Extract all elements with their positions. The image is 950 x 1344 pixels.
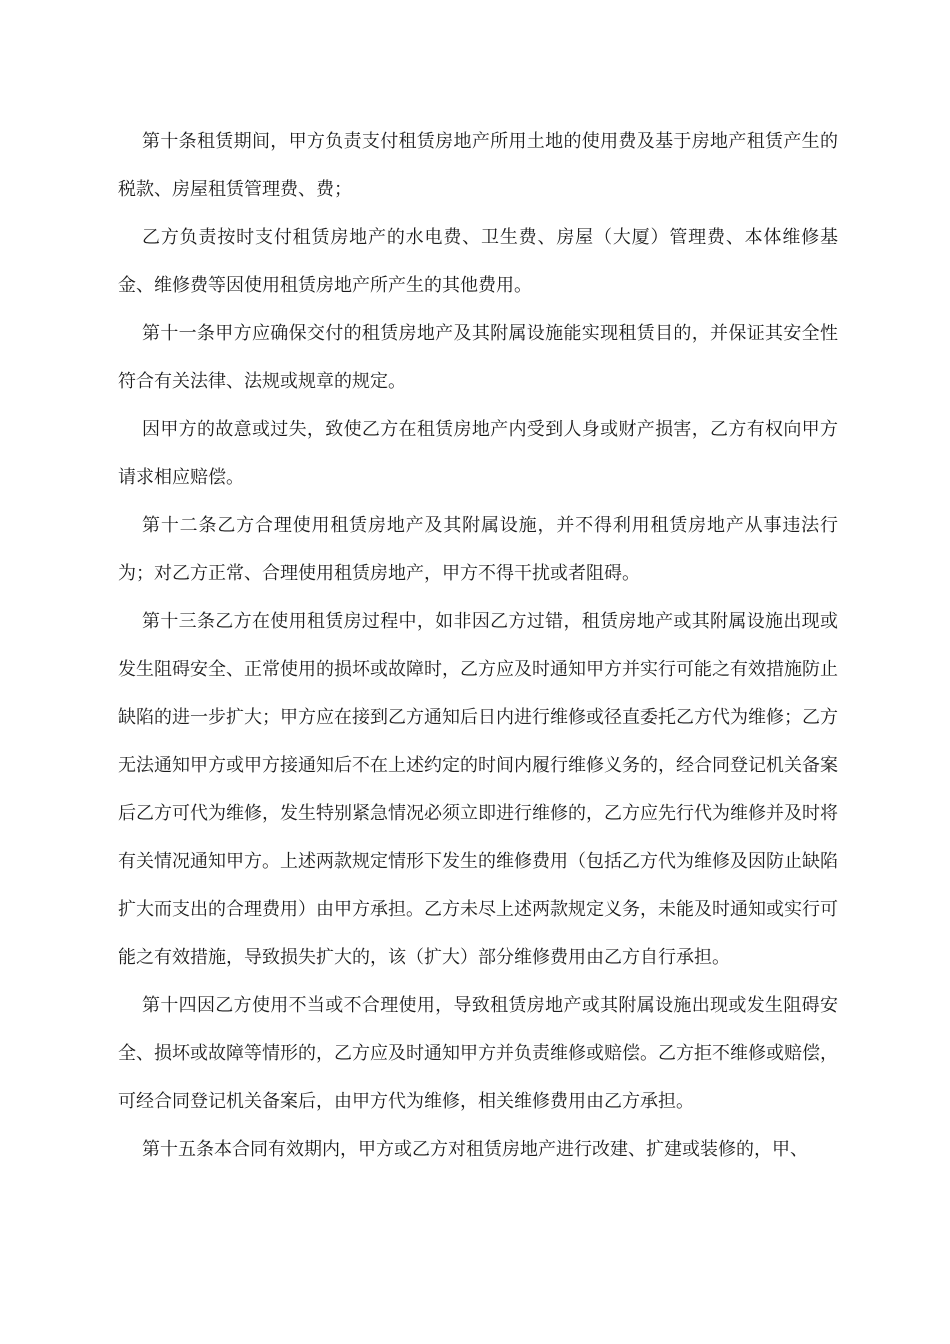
paragraph-article-12: 第十二条乙方合理使用租赁房地产及其附属设施，并不得利用租赁房地产从事违法行为；对乙方正常、合理使用租赁房地产，甲方不得干扰或者阻碍。 bbox=[118, 515, 838, 584]
paragraph-article-11: 第十一条甲方应确保交付的租赁房地产及其附属设施能实现租赁目的，并保证其安全性符合有关法律、法规或规章的规定。 bbox=[118, 323, 838, 392]
paragraph-article-10-tenant-fees: 乙方负责按时支付租赁房地产的水电费、卫生费、房屋（大厦）管理费、本体维修基金、维修费等因使用租赁房地产所产生的其他费用。 bbox=[118, 227, 838, 296]
document-page bbox=[118, 118, 838, 1174]
paragraph-article-15: 第十五条本合同有效期内，甲方或乙方对租赁房地产进行改建、扩建或装修的，甲、 bbox=[142, 1139, 808, 1160]
paragraph-article-14: 第十四因乙方使用不当或不合理使用，导致租赁房地产或其附属设施出现或发生阻碍安全、损坏或故障等情形的，乙方应及时通知甲方并负责维修或赔偿。乙方拒不维修或赔偿，可经合同登记机关备案后，由甲方代为维修，相关维修费用由乙方承担。 bbox=[118, 995, 838, 1112]
paragraph-article-11-compensation: 因甲方的故意或过失，致使乙方在租赁房地产内受到人身或财产损害，乙方有权向甲方请求相应赔偿。 bbox=[118, 419, 838, 488]
paragraph-article-10: 第十条租赁期间，甲方负责支付租赁房地产所用土地的使用费及基于房地产租赁产生的税款、房屋租赁管理费、费； bbox=[118, 131, 838, 200]
paragraph-article-13: 第十三条乙方在使用租赁房过程中，如非因乙方过错，租赁房地产或其附属设施出现或发生阻碍安全、正常使用的损坏或故障时，乙方应及时通知甲方并实行可能之有效措施防止缺陷的进一步扩大；甲方应在接到乙方通知后日内进行维修或径直委托乙方代为维修；乙方无法通知甲方或甲方接通知后不在上述约定的时间内履行维修义务的，经合同登记机关备案后乙方可代为维修，发生特别紧急情况必须立即进行维修的，乙方应先行代为维修并及时将有关情况通知甲方。上述两款规定情形下发生的维修费用（包括乙方代为维修及因防止缺陷扩大而支出的合理费用）由甲方承担。乙方未尽上述两款规定义务，未能及时通知或实行可能之有效措施，导致损失扩大的，该（扩大）部分维修费用由乙方自行承担。 bbox=[118, 611, 838, 968]
